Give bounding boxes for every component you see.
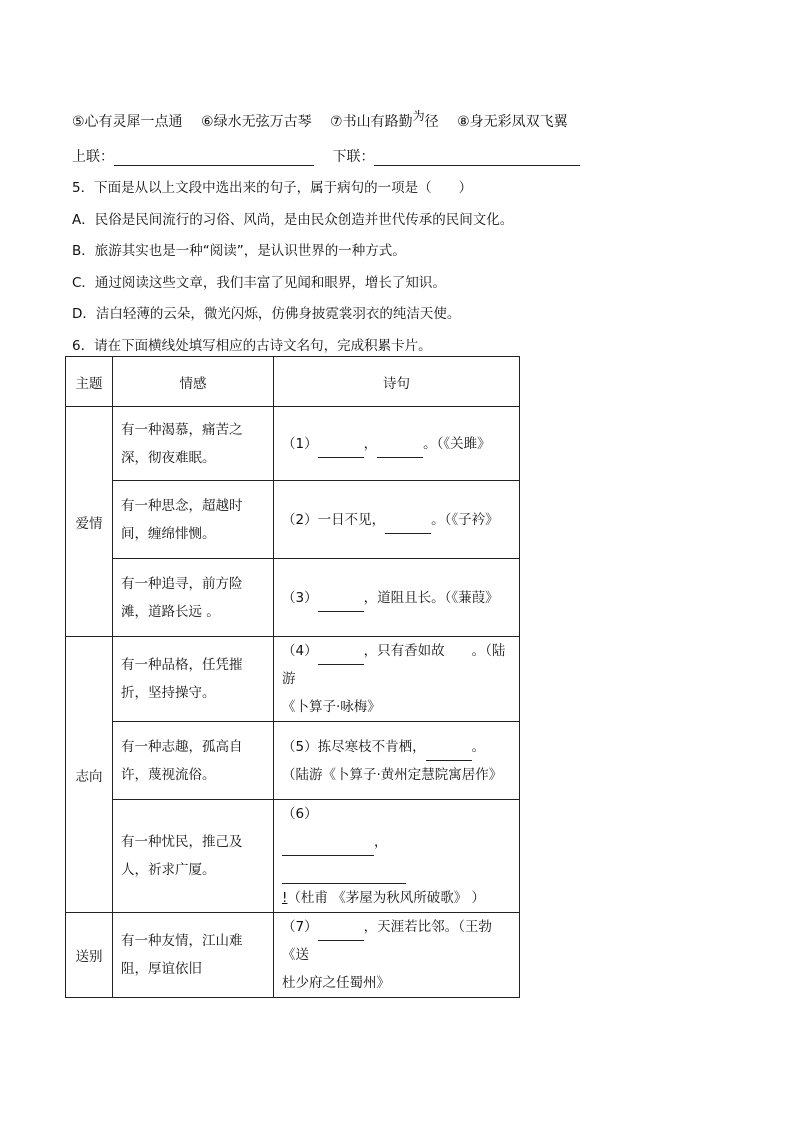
couplet-item-7-sup: 为 [412, 109, 425, 123]
poem-source: 《卜算子·咏梅》 [282, 699, 381, 715]
emotion-cell: 有一种思念，超越时间，缠绵悱恻。 [113, 481, 274, 559]
poem-text: 。（《子衿》 [431, 511, 499, 528]
table-row [66, 559, 520, 637]
answer-blank[interactable] [318, 926, 364, 941]
poem-cell [274, 722, 520, 800]
couplet-options [72, 111, 568, 131]
table-row [66, 722, 520, 800]
couplet-item-6: ⑥绿水无弦万古琴 [201, 114, 312, 130]
poem-text: （3） [282, 589, 318, 606]
poem-text: ，道阻且长。（《蒹葭》 [363, 589, 499, 606]
topic-love: 爱情 [66, 407, 113, 637]
xialian-label: 下联： [332, 149, 375, 165]
poem-text: （5）拣尽寒枝不肯栖， [282, 738, 426, 755]
q5-option-a[interactable]: A．民俗是民间流行的习俗、风尚，是由民众创造并世代传承的民间文化。 [72, 212, 514, 228]
poem-text: （7） [282, 919, 318, 935]
question-6: 6．请在下面横线处填写相应的古诗文名句，完成积累卡片。 [72, 338, 432, 354]
poem-source: 杜少府之任蜀州》 [282, 975, 390, 991]
couplet-answer-line [72, 146, 580, 166]
answer-blank[interactable] [377, 443, 423, 458]
poem-text: ， [374, 834, 388, 850]
header-topic: 主题 [66, 357, 113, 407]
exclamation-mark: ! [282, 890, 288, 906]
poem-text: （4） [282, 643, 318, 659]
answer-blank[interactable] [318, 597, 364, 612]
answer-blank[interactable] [385, 519, 431, 534]
emotion-cell: 有一种渴慕，痛苦之深，彻夜难眠。 [113, 407, 274, 481]
table-row [66, 481, 520, 559]
question-5: 5．下面是从以上文段中选出来的句子，属于病句的一项是（ ） [72, 180, 473, 196]
table-header-row [66, 357, 520, 407]
poem-text: （6） [282, 806, 318, 822]
poem-text: ，天涯若比邻。（王勃《送 [282, 919, 492, 963]
table-row [66, 637, 520, 722]
emotion-cell: 有一种友情，江山难阻，厚谊依旧 [113, 913, 274, 998]
shanglian-label: 上联： [72, 149, 114, 165]
poem-text: ，只有香如故 。（陆游 [282, 643, 506, 687]
emotion-cell: 有一种志趣，孤高自许，蔑视流俗。 [113, 722, 274, 800]
poem-cell [274, 913, 520, 998]
answer-blank[interactable] [282, 841, 374, 856]
q5-option-b[interactable]: B．旅游其实也是一种“阅读”，是认识世界的一种方式。 [72, 243, 406, 259]
poem-cell [274, 800, 520, 913]
emotion-cell: 有一种忧民，推己及人，祈求广厦。 [113, 800, 274, 913]
poem-cell [274, 559, 520, 637]
answer-blank[interactable] [426, 746, 472, 761]
header-poem: 诗句 [274, 357, 520, 407]
poem-text: ， [363, 435, 378, 452]
accumulation-card-table [65, 356, 520, 998]
answer-blank[interactable] [318, 443, 364, 458]
xialian-blank[interactable] [374, 151, 580, 166]
answer-blank[interactable] [282, 869, 406, 884]
topic-farewell: 送别 [66, 913, 113, 998]
q5-option-d[interactable]: D．洁白轻薄的云朵，微光闪烁，仿佛身披霓裳羽衣的纯洁天使。 [72, 306, 461, 322]
couplet-item-8: ⑧身无彩凤双飞翼 [457, 114, 568, 130]
header-emotion: 情感 [113, 357, 274, 407]
shanglian-blank[interactable] [114, 151, 314, 166]
poem-text: 。（《关雎》 [423, 435, 491, 452]
answer-blank[interactable] [318, 650, 364, 665]
poem-cell [274, 637, 520, 722]
poem-text: （2）一日不见， [282, 511, 386, 528]
table-row [66, 407, 520, 481]
table-row [66, 913, 520, 998]
emotion-cell: 有一种品格，任凭摧折，坚持操守。 [113, 637, 274, 722]
couplet-item-5: ⑤心有灵犀一点通 [72, 114, 183, 130]
poem-cell [274, 481, 520, 559]
emotion-cell: 有一种追寻，前方险滩，道路长远 。 [113, 559, 274, 637]
table-row [66, 800, 520, 913]
poem-text: （1） [282, 435, 318, 452]
poem-source: （杜甫 《茅屋为秋风所破歌》 ） [287, 890, 486, 906]
couplet-item-7-tail: 径 [424, 114, 439, 130]
poem-cell [274, 407, 520, 481]
topic-ambition: 志向 [66, 637, 113, 913]
poem-source: （陆游《卜算子·黄州定慧院寓居作》 [282, 766, 503, 783]
q5-option-c[interactable]: C．通过阅读这些文章，我们丰富了见闻和眼界，增长了知识。 [72, 275, 446, 291]
couplet-item-7: ⑦书山有路勤 [330, 114, 413, 130]
poem-text: 。 [471, 738, 486, 755]
